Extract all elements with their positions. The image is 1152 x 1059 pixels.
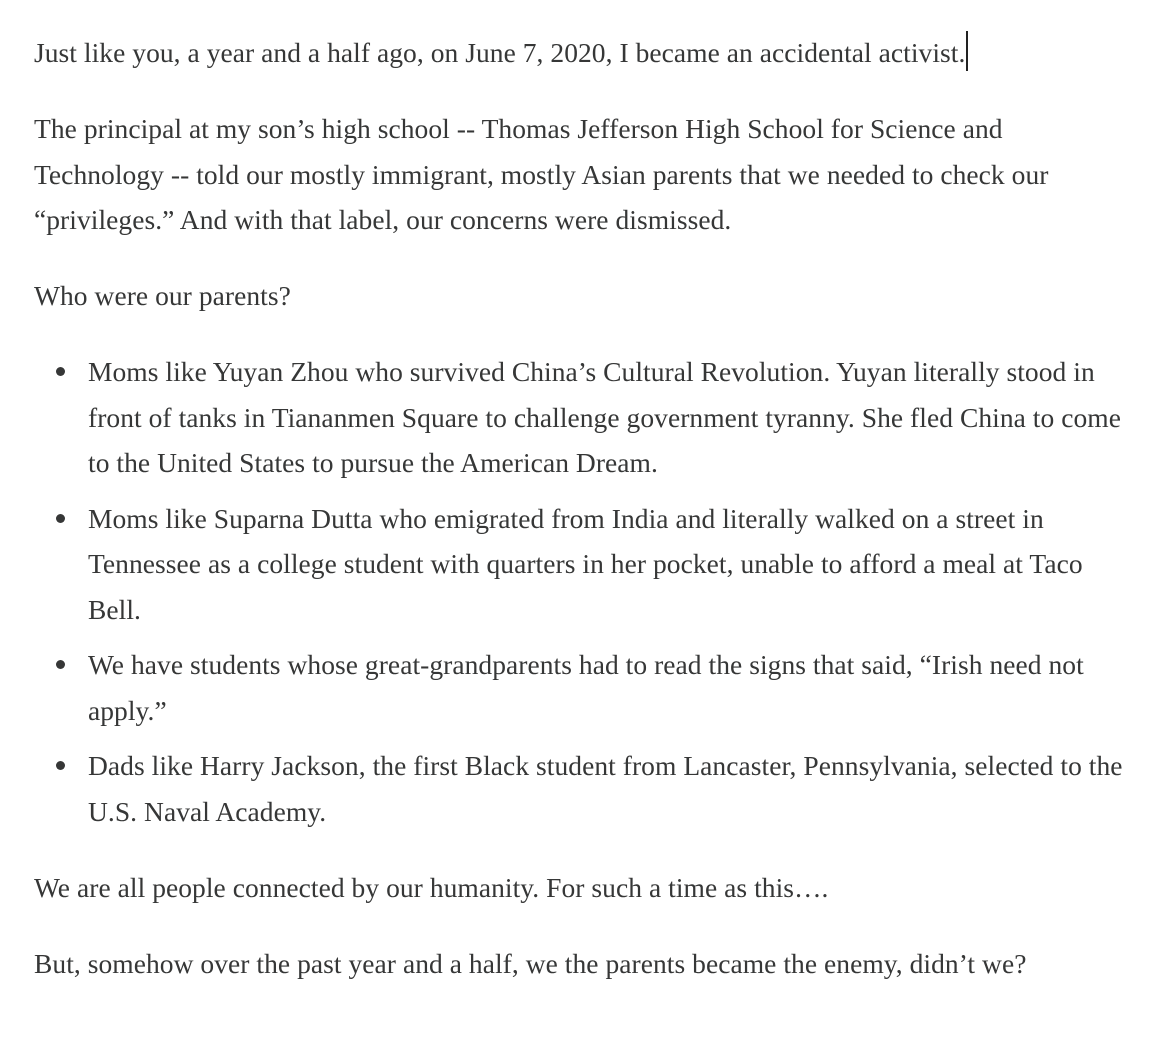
list-item <box>34 743 1130 834</box>
bullet-icon <box>56 761 65 770</box>
document-body[interactable] <box>34 30 1130 1017</box>
bullet-icon <box>56 514 65 523</box>
list-item-text: Moms like Suparna Dutta who emigrated from India and literally walked on a street in Tennessee as a college student with quarters in her pocket, unable to afford a meal at Taco Bell. <box>88 502 1083 625</box>
text-cursor <box>966 31 968 71</box>
paragraph-principal: The principal at my son’s high school -- Thomas Jefferson High School for Science and Technology -- told our mostly immigrant, mostly Asian parents that we needed to check our “privileges.” And with that label, our concerns were dismissed. <box>34 113 1049 235</box>
list-item-text: Dads like Harry Jackson, the first Black student from Lancaster, Pennsylvania, selected to the U.S. Naval Academy. <box>88 750 1123 827</box>
bullet-icon <box>56 367 65 376</box>
list-item <box>34 496 1130 633</box>
list-item-text: We have students whose great-grandparents had to read the signs that said, “Irish need not apply.” <box>88 649 1084 726</box>
list-item <box>34 349 1130 486</box>
list-item-text: Moms like Yuyan Zhou who survived China’s Cultural Revolution. Yuyan literally stood in front of tanks in Tiananmen Square to challenge government tyranny. She fled China to come to the United States to pursue the American Dream. <box>88 356 1121 478</box>
bullet-icon <box>56 660 65 669</box>
paragraph-intro <box>34 30 1130 76</box>
paragraph-enemy: But, somehow over the past year and a half, we the parents became the enemy, didn’t we? <box>34 947 1027 979</box>
paragraph-humanity: We are all people connected by our humanity. For such a time as this…. <box>34 871 829 903</box>
paragraph-question: Who were our parents? <box>34 280 291 311</box>
list-item <box>34 642 1130 733</box>
parents-list <box>34 349 1130 834</box>
paragraph-intro-text: Just like you, a year and a half ago, on June 7, 2020, I became an accidental activist. <box>34 37 966 68</box>
